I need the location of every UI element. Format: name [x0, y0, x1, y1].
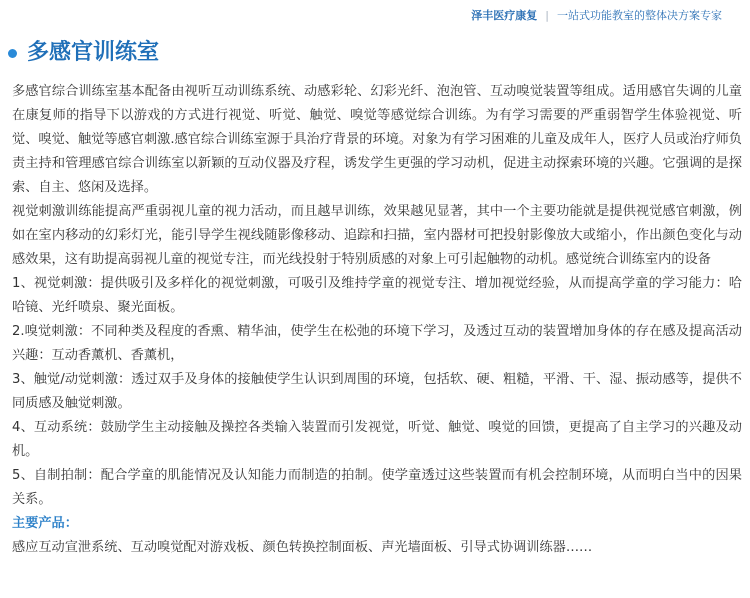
brand-name: 泽丰医疗康复 — [471, 9, 538, 22]
visual-training-paragraph: 视觉刺激训练能提高严重弱视儿童的视力活动，而且越早训练，效果越见显著，其中一个主要功能就是提供视觉感官刺激，例如在室内移动的幻彩灯光，能引导学生视线随影像移动、追踪和扫描，室内器材可把投射影像放大或缩小，作出颜色变化与动感效果，这有助提高弱视儿童的视觉专注，而光线投射于特别质感的对象上可引起触物的动机。感觉统合训练室内的设备 — [12, 204, 742, 267]
article-body — [12, 80, 742, 560]
item-visual-stimulation: 1、视觉刺激：提供吸引及多样化的视觉刺激，可吸引及维持学童的视觉专注、增加视觉经验，从而提高学童的学习能力：哈哈镜、光纤喷泉、聚光面板。 — [12, 276, 742, 315]
intro-paragraph: 多感官综合训练室基本配备由视听互动训练系统、动感彩轮、幻彩光纤、泡泡管、互动嗅觉装置等组成。适用感官失调的儿童在康复师的指导下以游戏的方式进行视觉、听觉、触觉、嗅觉等感觉综合训练。为有学习需要的严重弱智学生体验视觉、听觉、嗅觉、触觉等感官刺激.感官综合训练室源于具治疗背景的环境。对象为有学习困难的儿童及成年人，医疗人员或治疗师负责主持和管理感官综合训练室以新颖的互动仪器及疗程，诱发学生更强的学习动机，促进主动探索环境的兴趣。它强调的是探索、自主、悠闲及选择。 — [12, 84, 742, 195]
products-label: 主要产品： — [12, 516, 78, 531]
brand-slogan: 一站式功能教室的整体决方案专家 — [557, 9, 722, 22]
products-list: 感应互动宣泄系统、互动嗅觉配对游戏板、颜色转换控制面板、声光墙面板、引导式协调训练器…… — [12, 540, 593, 555]
header-bar — [471, 6, 722, 24]
page-title: 多感官训练室 — [27, 40, 160, 65]
item-interactive-system: 4、互动系统：鼓励学生主动接触及操控各类输入装置而引发视觉，听觉、触觉、嗅觉的回馈，更提高了自主学习的兴趣及动机。 — [12, 420, 742, 459]
bullet-dot-icon — [8, 49, 17, 58]
item-self-control: 5、自制拍制：配合学童的肌能情况及认知能力而制造的拍制。使学童透过这些装置而有机会控制环境，从而明白当中的因果关系。 — [12, 468, 742, 507]
item-tactile-stimulation: 3、触觉/动觉刺激：透过双手及身体的接触使学生认识到周围的环境，包括软、硬、粗糙，平滑、干、湿、振动感等，提供不同质感及触觉刺激。 — [12, 372, 742, 411]
header-separator: | — [545, 8, 549, 22]
title-row — [8, 40, 159, 66]
item-olfactory-stimulation: 2.嗅觉刺激：不同种类及程度的香熏、精华油，使学生在松弛的环境下学习，及透过互动的装置增加身体的存在感及提高活动兴趣：互动香薰机、香薰机， — [12, 324, 742, 363]
